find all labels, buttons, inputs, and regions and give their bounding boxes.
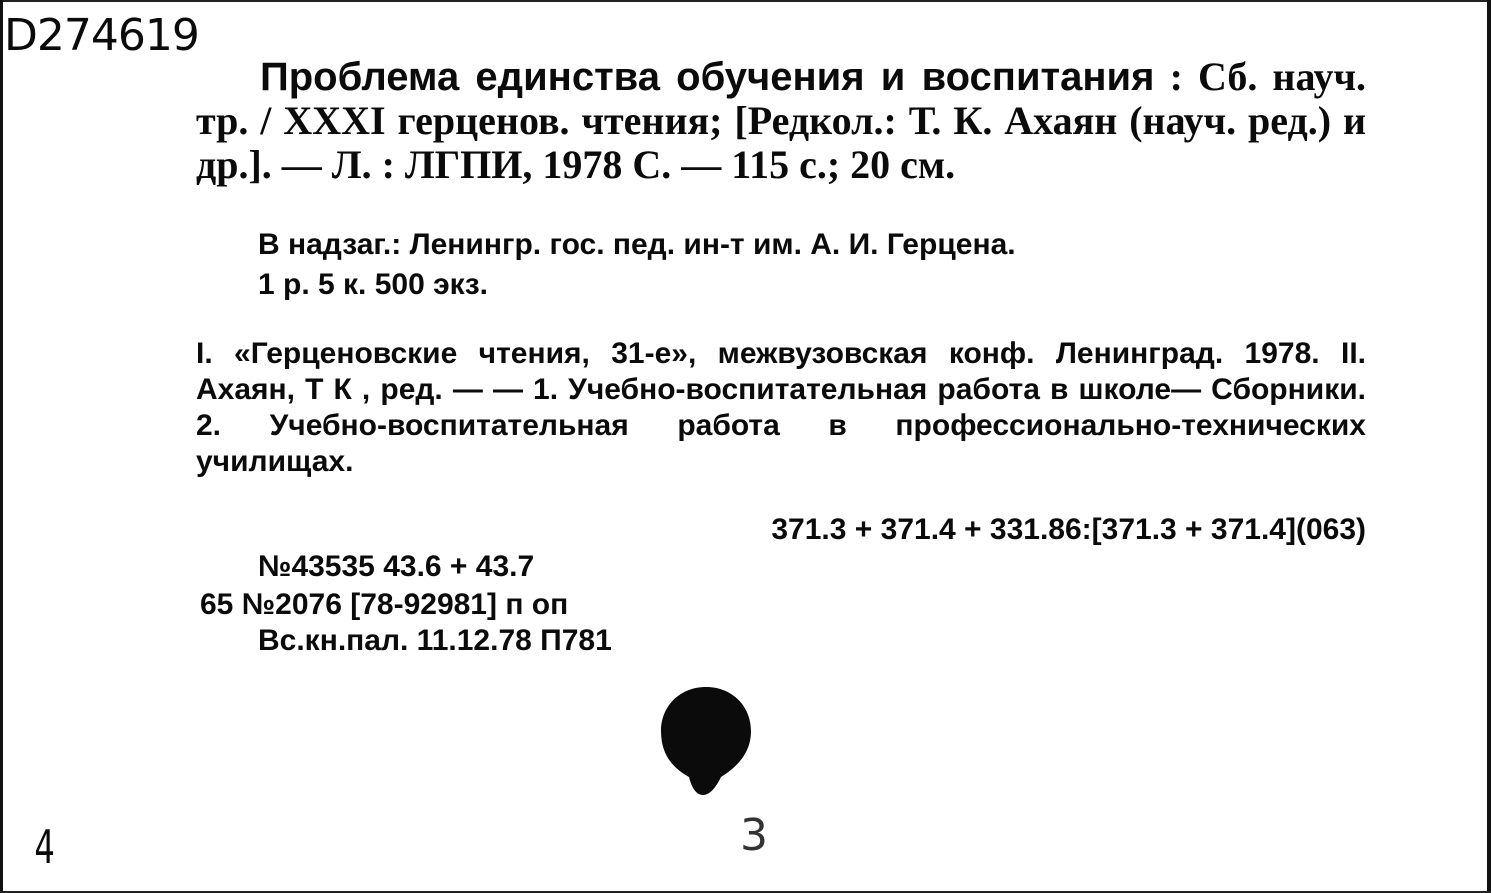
record-number: №43535 43.6 + 43.7 bbox=[258, 550, 535, 583]
book-chamber-line: Вс.кн.пал. 11.12.78 П781 bbox=[258, 624, 612, 657]
subject-headings: I. «Герценовские чтения, 31-е», межвузовская конф. Ленинград. 1978. II. Ахаян, Т К , ред. — — 1. Учебно-воспитательная работа в школе— Сборники. 2. Учебно-воспитательная работа в профессионально-технических училищах. bbox=[196, 337, 1366, 478]
card-left-edge bbox=[0, 0, 3, 893]
order-line: 65 №2076 [78-92981] п оп bbox=[200, 588, 569, 621]
inventory-stamp: D274619 bbox=[4, 10, 199, 61]
price-line: 1 р. 5 к. 500 экз. bbox=[258, 268, 488, 301]
margin-mark-left: 4 bbox=[34, 820, 55, 874]
nadzag-line: В надзаг.: Ленингр. гос. пед. ин-т им. А. И. Герцена. bbox=[258, 228, 1016, 261]
book-title: Проблема единства обучения и воспитания bbox=[260, 55, 1155, 99]
classification-index: 371.3 + 371.4 + 331.86:[371.3 + 371.4](063) bbox=[771, 513, 1366, 546]
card-punch-hole bbox=[659, 685, 753, 797]
bibliographic-description bbox=[196, 55, 1366, 187]
margin-mark-bottom: 3 bbox=[740, 810, 768, 861]
card-top-edge bbox=[0, 0, 1491, 2]
description-tail: : Сб. науч. тр. / XXXI герценов. чтения; [Редкол.: Т. К. Ахаян (науч. ред.) и др.]. — Л. : ЛГПИ, 1978 С. — 115 с.; 20 см. bbox=[196, 54, 1367, 187]
card-right-edge bbox=[1487, 0, 1491, 893]
